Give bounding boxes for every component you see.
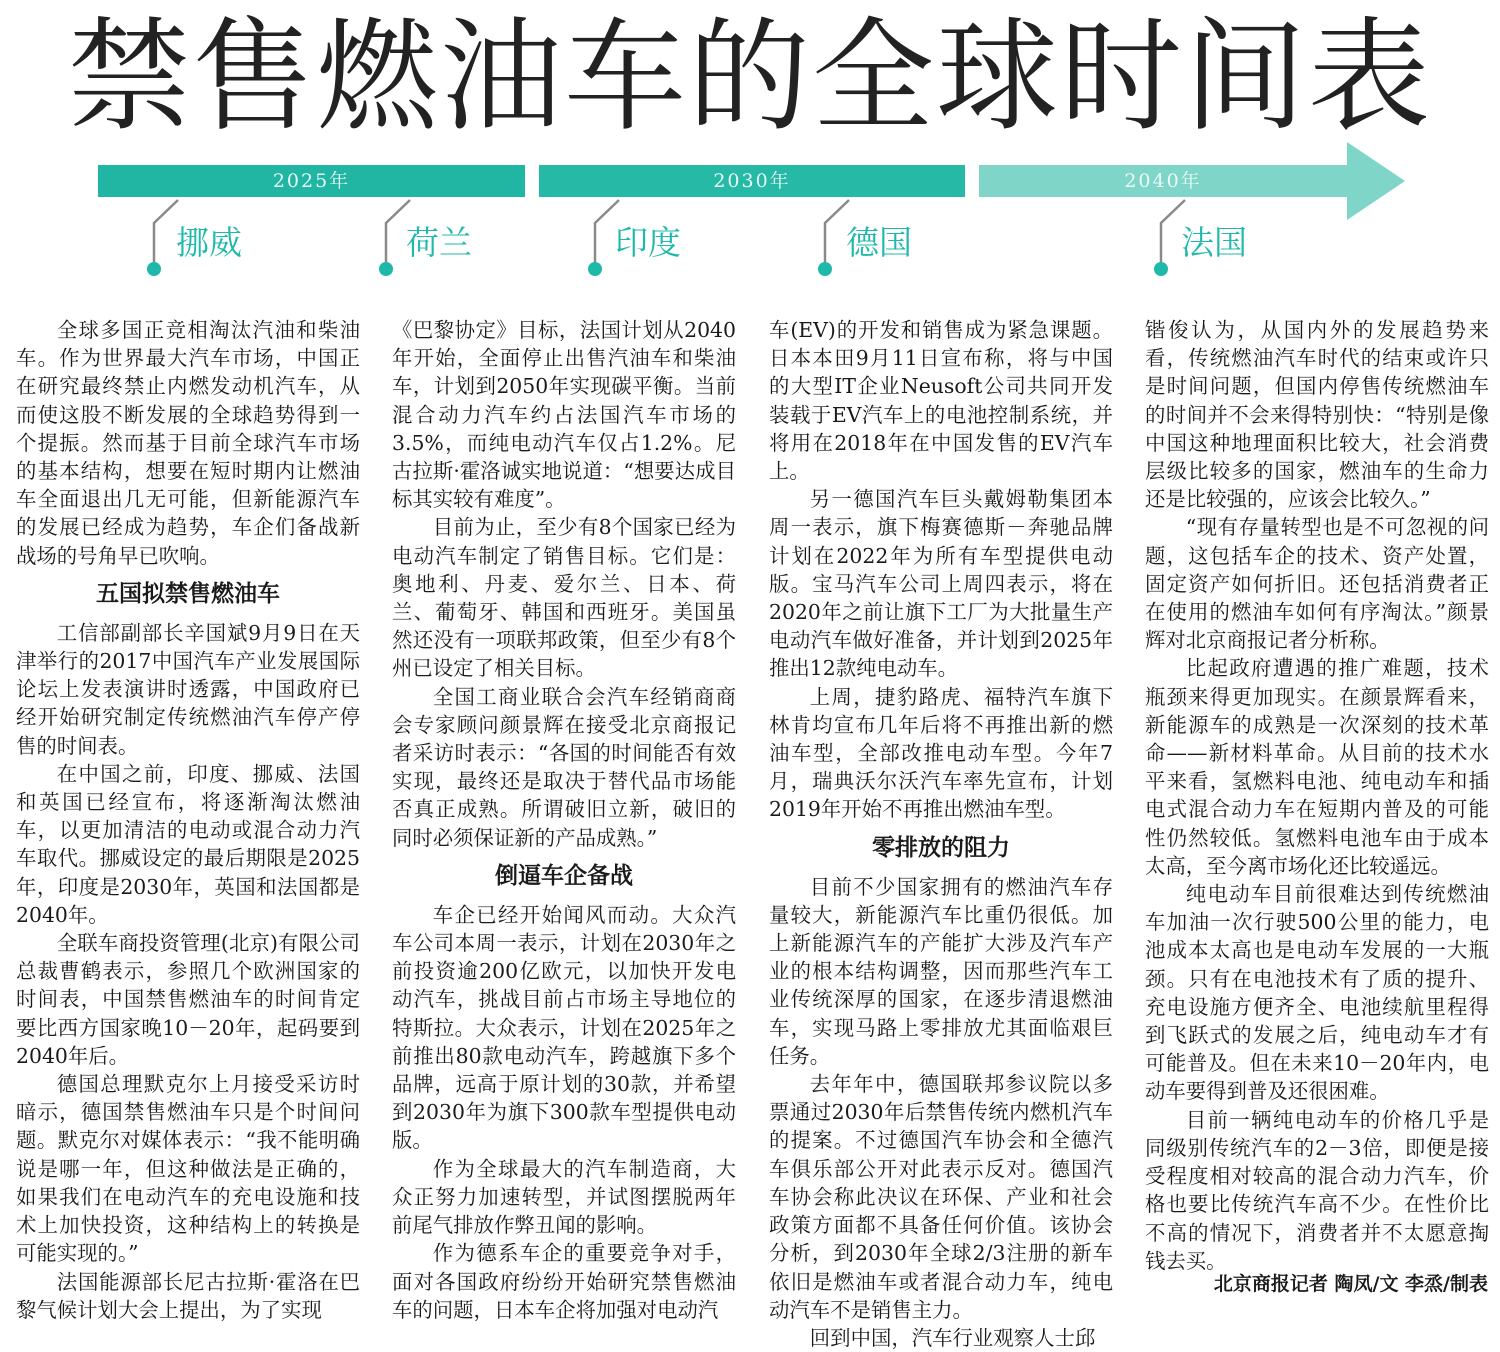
- paragraph: 工信部副部长辛国斌9月9日在天津举行的2017中国汽车产业发展国际论坛上发表演讲时透露，中国政府已经开始研究制定传统燃油汽车停产停售的时间表。: [16, 620, 360, 758]
- article-column-4: [1145, 316, 1489, 1275]
- era-label-2030: 2030年: [713, 170, 791, 192]
- paragraph: 车企已经开始闻风而动。大众汽车公司本周一表示，计划在2030年之前投资逾200亿欧元，以加快开发电动汽车，挑战目前占市场主导地位的特斯拉。大众表示，计划在2025年之前推出80款电动汽车，跨越旗下多个品牌，远高于原计划的30款，并希望到2030年为旗下300款车型提供电动版。: [392, 902, 736, 1153]
- paragraph: 全联车商投资管理(北京)有限公司总裁曹鹤表示，参照几个欧洲国家的时间表，中国禁售燃油车的时间肯定要比西方国家晚10－20年，起码要到2040年后。: [16, 931, 360, 1068]
- byline-credit: 北京商报记者 陶凤/文 李烝/制表: [1213, 1273, 1488, 1295]
- paragraph: 《巴黎协定》目标，法国计划从2040年开始，全面停止出售汽油车和柴油车，计划到2050年实现碳平衡。当前混合动力汽车约占法国汽车市场的3.5%，而纯电动汽车仅占1.2%。尼古拉斯·霍洛诚实地说道：“想要达成目标其实较有难度”。: [392, 318, 736, 512]
- paragraph: 车(EV)的开发和销售成为紧急课题。日本本田9月11日宣布称，将与中国的大型IT企业Neusoft公司共同开发装载于EV汽车上的电池控制系统，并将用在2018年在中国发售的EV汽车上。: [769, 318, 1113, 484]
- timeline-graphic: [0, 130, 1500, 300]
- paragraph: 目前不少国家拥有的燃油汽车存量较大，新能源汽车比重仍很低。加上新能源汽车的产能扩大涉及汽车产业的根本结构调整，因而那些汽车工业传统深厚的国家，在逐步清退燃油车，实现马路上零排放尤其面临艰巨任务。: [769, 874, 1113, 1068]
- country-germany: 德国: [846, 223, 912, 262]
- country-netherlands: 荷兰: [406, 223, 472, 262]
- article-column-3: [769, 316, 1113, 1352]
- paragraph: 回到中国，汽车行业观察人士邱: [809, 1325, 1096, 1350]
- era-label-2040: 2040年: [1124, 170, 1202, 192]
- headline: 禁售燃油车的全球时间表: [68, 6, 1432, 148]
- paragraph: 去年年中，德国联邦参议院以多票通过2030年后禁售传统内燃机汽车的提案。不过德国汽车协会和全德汽车俱乐部公开对此表示反对。德国汽车协会称此决议在环保、产业和社会政策方面都不具备任何价值。该协会分析，到2030年全球2/3注册的新车依旧是燃油车或者混合动力车，纯电动汽车不是销售主力。: [769, 1072, 1113, 1322]
- marker-norway: [147, 262, 161, 276]
- section-heading: 零排放的阻力: [872, 834, 1010, 861]
- connector-norway: [154, 200, 178, 267]
- marker-india: [588, 262, 602, 276]
- marker-germany: [818, 262, 832, 276]
- paragraph: 上周，捷豹路虎、福特汽车旗下林肯均宣布几年后将不再推出新的燃油车型，全部改推电动车型。今年7月，瑞典沃尔沃汽车率先宣布，计划2019年开始不再推出燃油车型。: [769, 684, 1113, 822]
- paragraph: 法国能源部长尼古拉斯·霍洛在巴黎气候计划大会上提出，为了实现: [16, 1269, 360, 1322]
- marker-france: [1154, 262, 1168, 276]
- paragraph: 纯电动车目前很难达到传统燃油车加油一次行驶500公里的能力，电池成本太高也是电动车发展的一大瓶颈。只有在电池技术有了质的提升、充电设施方便齐全、电池续航里程得到飞跃式的发展之后，纯电动车才有可能普及。但在未来10－20年内，电动车要得到普及还很困难。: [1145, 882, 1489, 1104]
- paragraph: 锴俊认为，从国内外的发展趋势来看，传统燃油汽车时代的结束或许只是时间问题，但国内停售传统燃油车的时间并不会来得特别快：“特别是像中国这种地理面积比较大，社会消费层级比较多的国家，燃油车的生命力还是比较强的，应该会比较久。”: [1145, 318, 1489, 512]
- paragraph: 另一德国汽车巨头戴姆勒集团本周一表示，旗下梅赛德斯－奔驰品牌计划在2022年为所有车型提供电动版。宝马汽车公司上周四表示，将在2020年之前让旗下工厂为大批量生产电动汽车做好准备，并计划到2025年推出12款纯电动车。: [769, 487, 1113, 681]
- paragraph: 目前一辆纯电动车的价格几乎是同级别传统汽车的2－3倍，即便是接受程度相对较高的混合动力汽车，价格也要比传统汽车高不少。在性价比不高的情况下，消费者并不太愿意掏钱去买。: [1145, 1107, 1489, 1273]
- paragraph: 比起政府遭遇的推广难题，技术瓶颈来得更加现实。在颜景辉看来，新能源车的成熟是一次深刻的技术革命——新材料革命。从目前的技术水平来看，氢燃料电池、纯电动车和插电式混合动力车在短期内普及的可能性仍然较低。氢燃料电池车由于成本太高，至今离市场化还比较遥远。: [1145, 656, 1489, 878]
- paragraph: 在中国之前，印度、挪威、法国和英国已经宣布，将逐渐淘汰燃油车，以更加清洁的电动或混合动力汽车取代。挪威设定的最后期限是2025年，印度是2030年，英国和法国都是2040年。: [16, 761, 360, 927]
- marker-netherlands: [379, 262, 393, 276]
- paragraph: 全球多国正竞相淘汰汽油和柴油车。作为世界最大汽车市场，中国正在研究最终禁止内燃发动机汽车，从而使这股不断发展的全球趋势得到一个提振。然而基于目前全球汽车市场的基本结构，想要在短时期内让燃油车全面退出几无可能，但新能源汽车的发展已经成为趋势，车企们备战新战场的号角早已吹响。: [16, 318, 360, 568]
- timeline: [0, 130, 1500, 300]
- paragraph: 全国工商业联合会汽车经销商商会专家顾问颜景辉在接受北京商报记者采访时表示：“各国的时间能否有效实现，最终还是取决于替代品市场能否真正成熟。所谓破旧立新，破旧的同时必须保证新的产品成熟。”: [392, 684, 736, 850]
- article-column-2: [392, 316, 736, 1324]
- paragraph: 目前为止，至少有8个国家已经为电动汽车制定了销售目标。它们是：奥地利、丹麦、爱尔兰、日本、荷兰、葡萄牙、韩国和西班牙。美国虽然还没有一项联邦政策，但至少有8个州已设定了相关目标。: [392, 515, 736, 681]
- section-heading: 五国拟禁售燃油车: [96, 580, 280, 607]
- era-label-2025: 2025年: [272, 170, 351, 192]
- section-heading: 倒逼车企备战: [495, 862, 633, 889]
- paragraph: 作为全球最大的汽车制造商，大众正努力加速转型，并试图摆脱两年前尾气排放作弊丑闻的影响。: [392, 1156, 736, 1238]
- country-india: 印度: [615, 223, 681, 262]
- paragraph: 德国总理默克尔上月接受采访时暗示，德国禁售燃油车只是个时间问题。默克尔对媒体表示：“我不能明确说是哪一年，但这种做法是正确的，如果我们在电动汽车的充电设施和技术上加快投资，这种结构上的转换是可能实现的。”: [16, 1072, 360, 1266]
- article-column-1: [16, 316, 360, 1324]
- paragraph: “现有存量转型也是不可忽视的问题，这包括车企的技术、资产处置，固定资产如何折旧。还包括消费者正在使用的燃油车如何有序淘汰。”颜景辉对北京商报记者分析称。: [1145, 515, 1489, 653]
- paragraph: 作为德系车企的重要竞争对手，面对各国政府纷纷开始研究禁售燃油车的问题，日本车企将加强对电动汽: [392, 1241, 736, 1322]
- country-norway: 挪威: [176, 223, 242, 262]
- country-france: 法国: [1181, 223, 1247, 262]
